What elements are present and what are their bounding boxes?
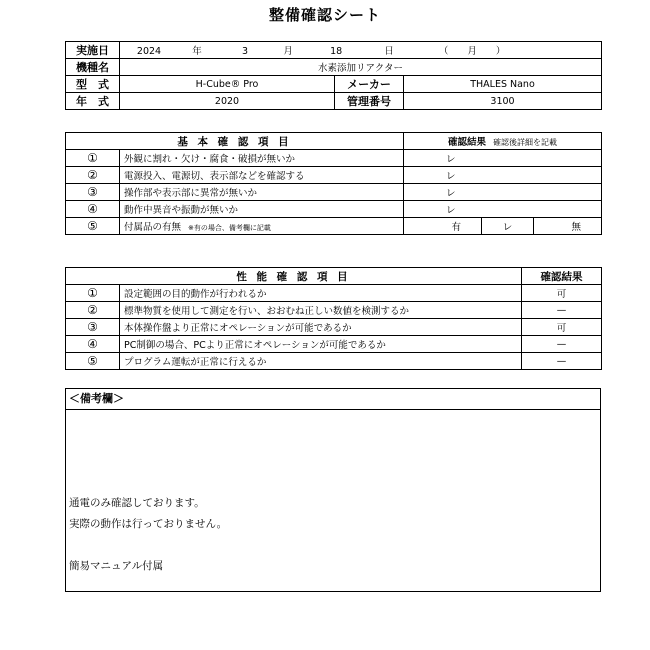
item-text: PC制御の場合、PCより正常にオペレーションが可能であるか <box>120 336 522 353</box>
item-result: — <box>522 336 602 353</box>
basic-result-note: 確認後詳細を記載 <box>493 138 558 147</box>
date-month-unit: 月 <box>283 46 293 57</box>
item-number: ② <box>66 302 120 319</box>
remarks-line: 簡易マニュアル付属 <box>69 560 164 572</box>
item-text: 動作中異音や振動が無いか <box>120 201 404 218</box>
maker-label: メーカー <box>335 76 404 93</box>
machine-label: 機種名 <box>66 59 120 76</box>
date-day-unit: 日 <box>384 46 394 57</box>
model-value: H-Cube® Pro <box>120 76 335 93</box>
model-label: 型 式 <box>66 76 120 93</box>
item-text: 操作部や表示部に異常が無いか <box>120 184 404 201</box>
performance-header: 性 能 確 認 項 目 <box>66 268 522 285</box>
date-weekday: （ 月 ） <box>438 46 506 57</box>
item-number: ④ <box>66 201 120 218</box>
table-row <box>66 353 602 370</box>
mgmt-value: 3100 <box>404 93 602 110</box>
item-number: ① <box>66 150 120 167</box>
year-label: 年 式 <box>66 93 120 110</box>
item-number: ③ <box>66 319 120 336</box>
item-number: ③ <box>66 184 120 201</box>
item-text: 設定範囲の目的動作が行われるか <box>120 285 522 302</box>
item-text: 標準物質を使用して測定を行い、おおむね正しい数値を検測するか <box>120 302 522 319</box>
page-title: 整備確認シート <box>268 6 381 24</box>
basic-result-title: 確認結果 <box>447 137 486 148</box>
info-table <box>65 41 602 110</box>
remarks-line: 通電のみ確認しております。 <box>69 497 205 509</box>
basic-header: 基 本 確 認 項 目 <box>66 133 404 150</box>
date-day: 18 <box>330 46 343 57</box>
table-row <box>66 302 602 319</box>
table-row <box>66 336 602 353</box>
table-row <box>66 218 602 235</box>
accessory-no: 無 <box>534 218 602 235</box>
item-number: ⑤ <box>66 353 120 370</box>
item-text: 電源投入、電源切、表示部などを確認する <box>120 167 404 184</box>
date-year-unit: 年 <box>192 46 202 57</box>
accessory-text: 付属品の有無 <box>124 222 182 233</box>
performance-result-header: 確認結果 <box>522 268 602 285</box>
item-number: ② <box>66 167 120 184</box>
item-result: レ <box>404 167 602 184</box>
performance-check-table <box>65 267 602 370</box>
accessory-yes: 有 <box>404 218 482 235</box>
date-month: 3 <box>242 46 249 57</box>
item-number: ① <box>66 285 120 302</box>
table-row <box>66 167 602 184</box>
item-text: 本体操作盤より正常にオペレーションが可能であるか <box>120 319 522 336</box>
date-label: 実施日 <box>66 42 120 59</box>
item-number: ⑤ <box>66 218 120 235</box>
remarks-content <box>69 493 227 577</box>
item-result: レ <box>404 201 602 218</box>
item-result: — <box>522 302 602 319</box>
machine-value: 水素添加リアクター <box>120 59 602 76</box>
item-text <box>120 218 404 235</box>
item-result: レ <box>404 184 602 201</box>
accessory-note: ※有の場合、備考欄に記載 <box>188 224 271 232</box>
mgmt-label: 管理番号 <box>335 93 404 110</box>
item-number: ④ <box>66 336 120 353</box>
item-text: 外観に割れ・欠け・腐食・破損が無いか <box>120 150 404 167</box>
basic-check-table <box>65 132 602 235</box>
item-result: レ <box>404 150 602 167</box>
date-value <box>120 42 602 59</box>
item-result: 可 <box>522 285 602 302</box>
basic-result-header <box>404 133 602 150</box>
table-row <box>66 150 602 167</box>
table-row <box>66 184 602 201</box>
year-value: 2020 <box>120 93 335 110</box>
table-row <box>66 285 602 302</box>
item-text: プログラム運転が正常に行えるか <box>120 353 522 370</box>
accessory-check: レ <box>482 218 534 235</box>
date-year: 2024 <box>136 46 162 57</box>
item-result: 可 <box>522 319 602 336</box>
remarks-box <box>65 388 601 592</box>
remarks-header: ＜備考欄＞ <box>66 389 600 410</box>
remarks-line: 実際の動作は行っておりません。 <box>69 518 228 530</box>
item-result: — <box>522 353 602 370</box>
table-row <box>66 319 602 336</box>
table-row <box>66 201 602 218</box>
maker-value: THALES Nano <box>404 76 602 93</box>
